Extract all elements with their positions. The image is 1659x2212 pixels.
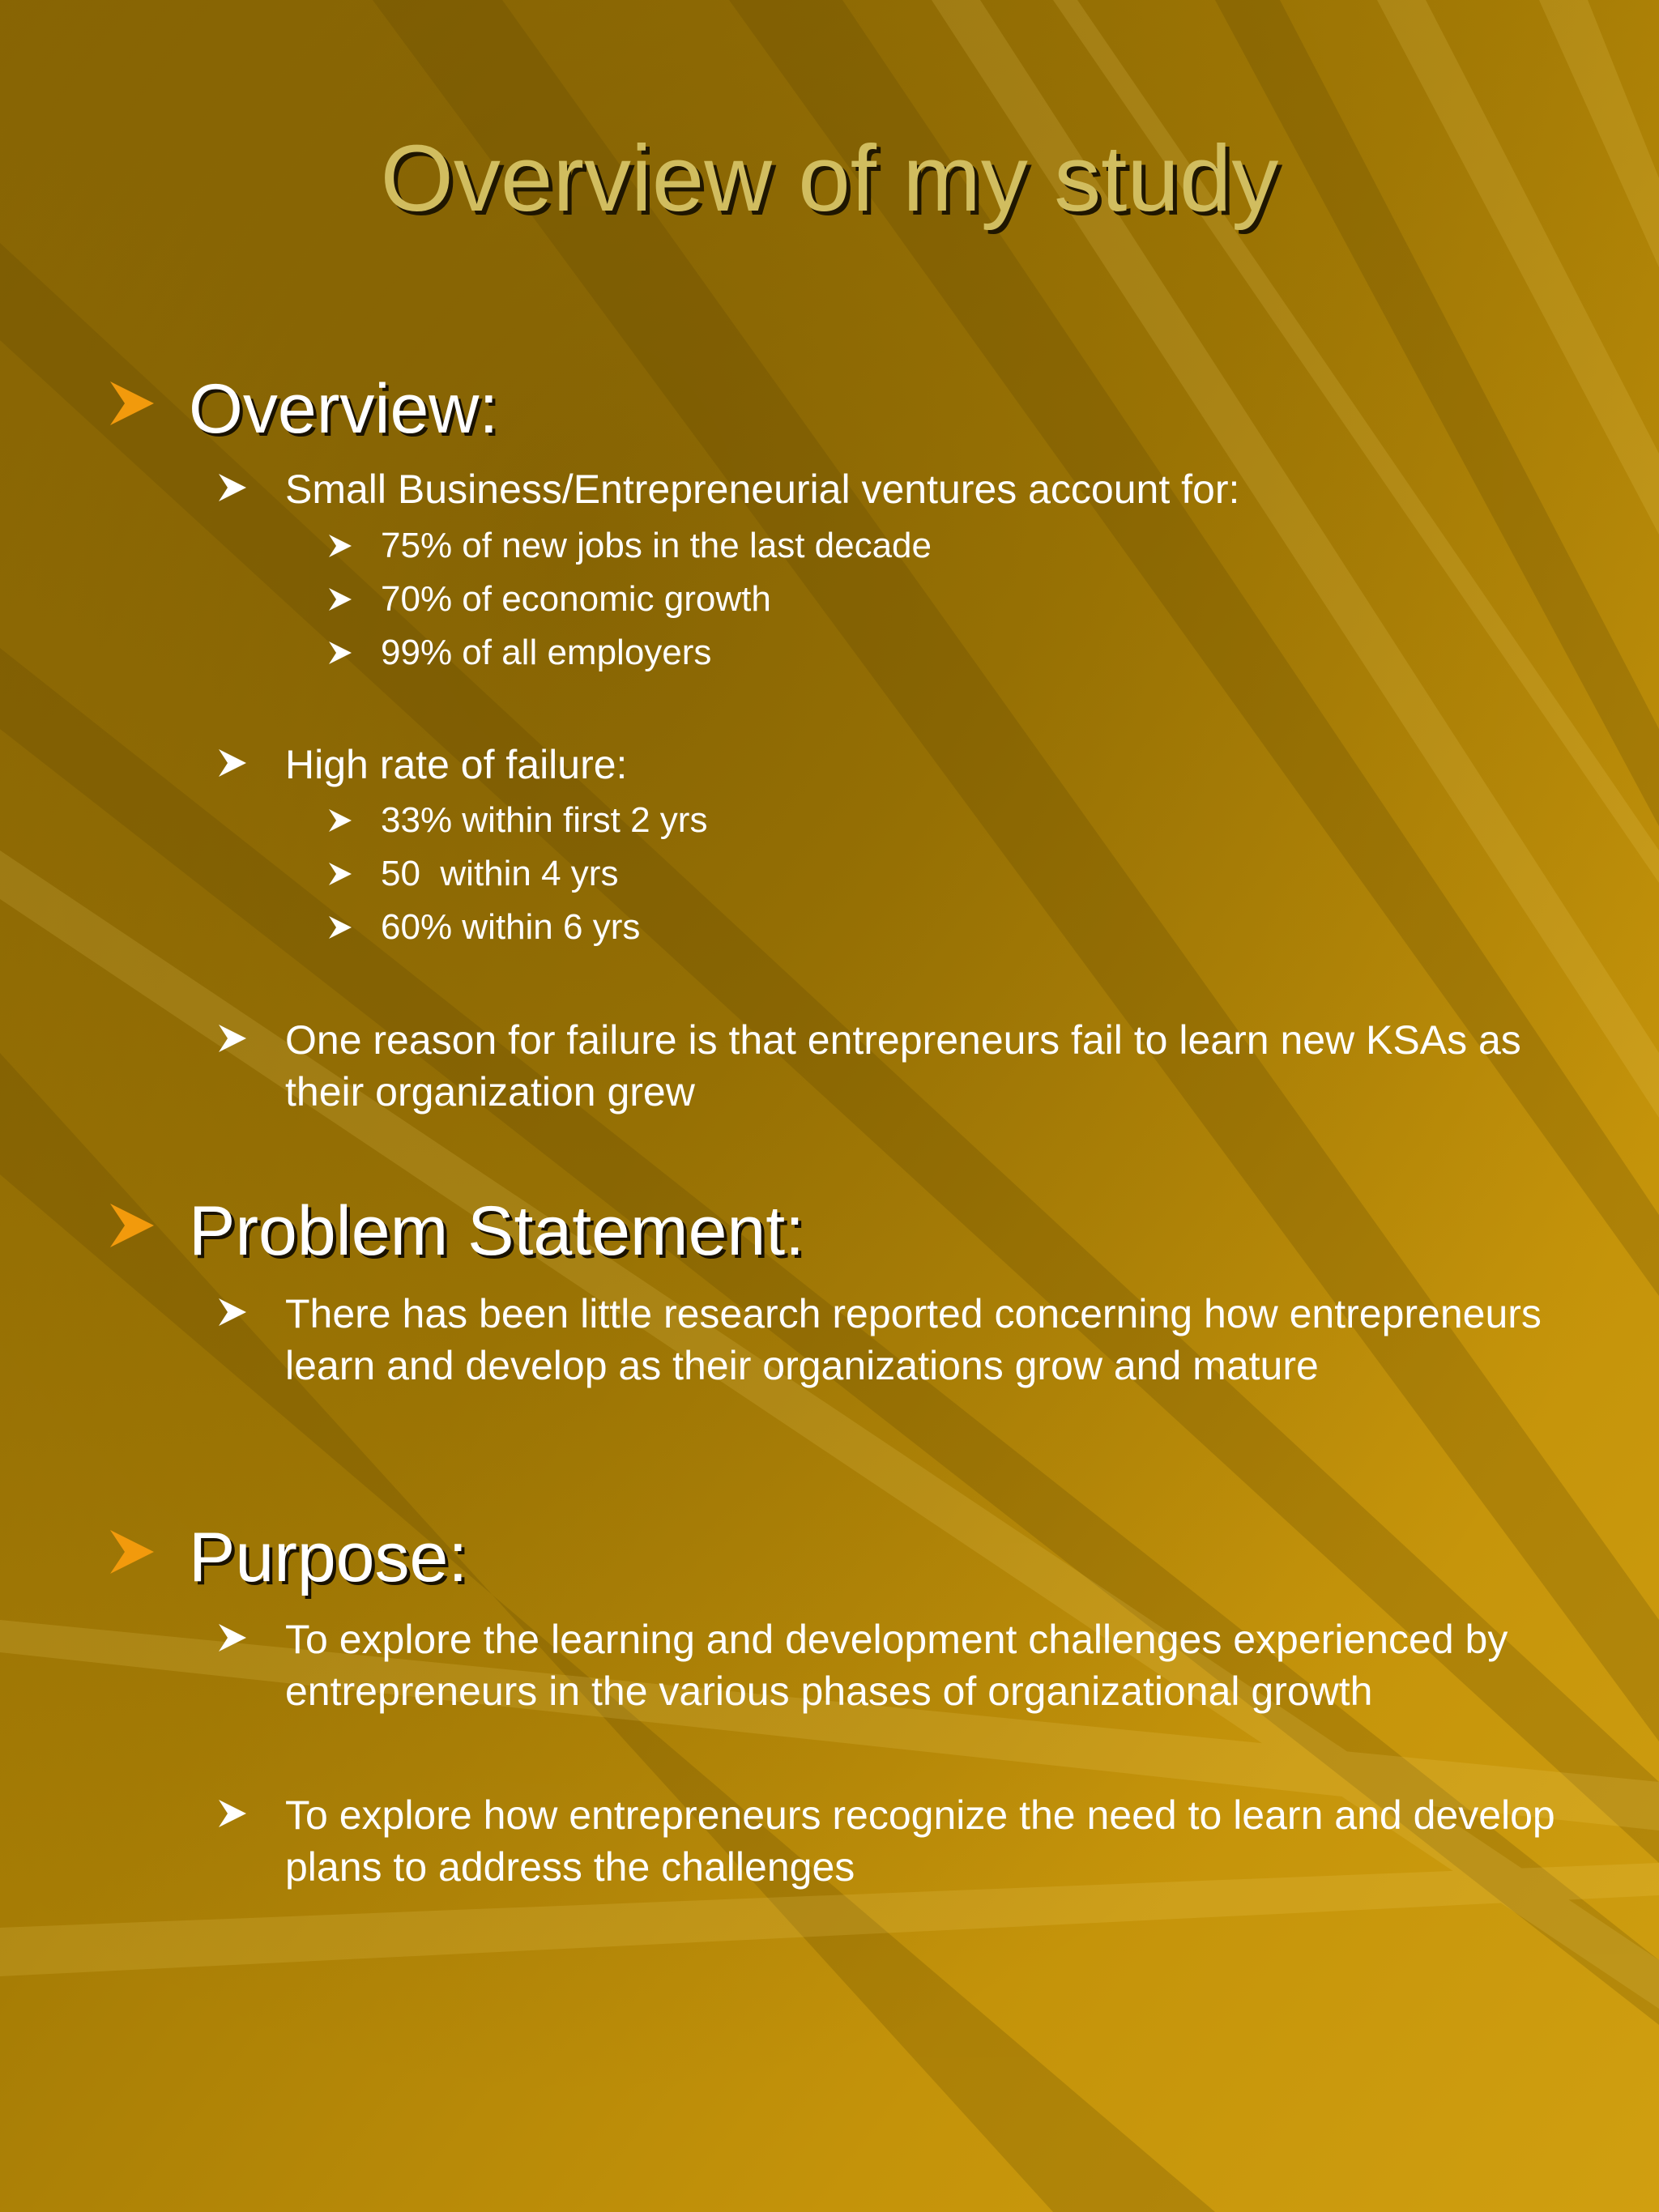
- white-arrowhead-icon: [219, 1624, 246, 1652]
- bullet-text: There has been little research reported concerning how entrepreneurs learn and develop as their organizations grow and mature: [285, 1291, 1542, 1388]
- section-heading-overview: [0, 369, 1659, 450]
- section-heading-text: Overview:: [189, 370, 499, 448]
- bullet-text: To explore how entrepreneurs recognize the need to learn and develop plans to address the challenges: [285, 1792, 1555, 1890]
- white-arrowhead-icon: [329, 588, 352, 611]
- white-arrowhead-icon: [219, 1800, 246, 1827]
- sub-bullet-text: 33% within first 2 yrs: [381, 800, 708, 840]
- bullet-text: One reason for failure is that entrepreneurs fail to learn new KSAs as their organization grew: [285, 1017, 1521, 1115]
- orange-arrowhead-icon: [110, 1530, 154, 1574]
- section-heading-purpose: [0, 1517, 1659, 1598]
- sub-bullet-item: [0, 522, 1659, 570]
- sub-bullet-text: 99% of all employers: [381, 633, 712, 672]
- sub-bullet-item: [0, 796, 1659, 845]
- slide-title: Overview of my study: [380, 126, 1279, 231]
- sub-bullet-item: [0, 850, 1659, 898]
- orange-arrowhead-icon: [110, 381, 154, 425]
- sub-bullet-item: [0, 575, 1659, 624]
- white-arrowhead-icon: [219, 1025, 246, 1052]
- white-arrowhead-icon: [219, 749, 246, 777]
- bullet-text: To explore the learning and development challenges experienced by entrepreneurs in the various phases of organizational growth: [285, 1617, 1508, 1714]
- sub-bullet-item: [0, 629, 1659, 677]
- sub-bullet-text: 60% within 6 yrs: [381, 907, 641, 947]
- orange-arrowhead-icon: [110, 1204, 154, 1247]
- white-arrowhead-icon: [329, 863, 352, 885]
- sub-bullet-text: 70% of economic growth: [381, 579, 771, 619]
- white-arrowhead-icon: [329, 535, 352, 557]
- white-arrowhead-icon: [329, 641, 352, 664]
- white-arrowhead-icon: [329, 809, 352, 832]
- sub-bullet-text: 75% of new jobs in the last decade: [381, 526, 932, 565]
- section-heading-text: Purpose:: [189, 1519, 468, 1596]
- bullet-text: High rate of failure:: [285, 742, 628, 787]
- white-arrowhead-icon: [329, 916, 352, 939]
- white-arrowhead-icon: [219, 474, 246, 501]
- bullet-text: Small Business/Entrepreneurial ventures account for:: [285, 467, 1240, 512]
- section-heading-text: Problem Statement:: [189, 1192, 805, 1270]
- sub-bullet-text: 50 within 4 yrs: [381, 854, 619, 893]
- white-arrowhead-icon: [219, 1298, 246, 1326]
- sub-bullet-item: [0, 903, 1659, 952]
- section-heading-problem-statement: [0, 1191, 1659, 1272]
